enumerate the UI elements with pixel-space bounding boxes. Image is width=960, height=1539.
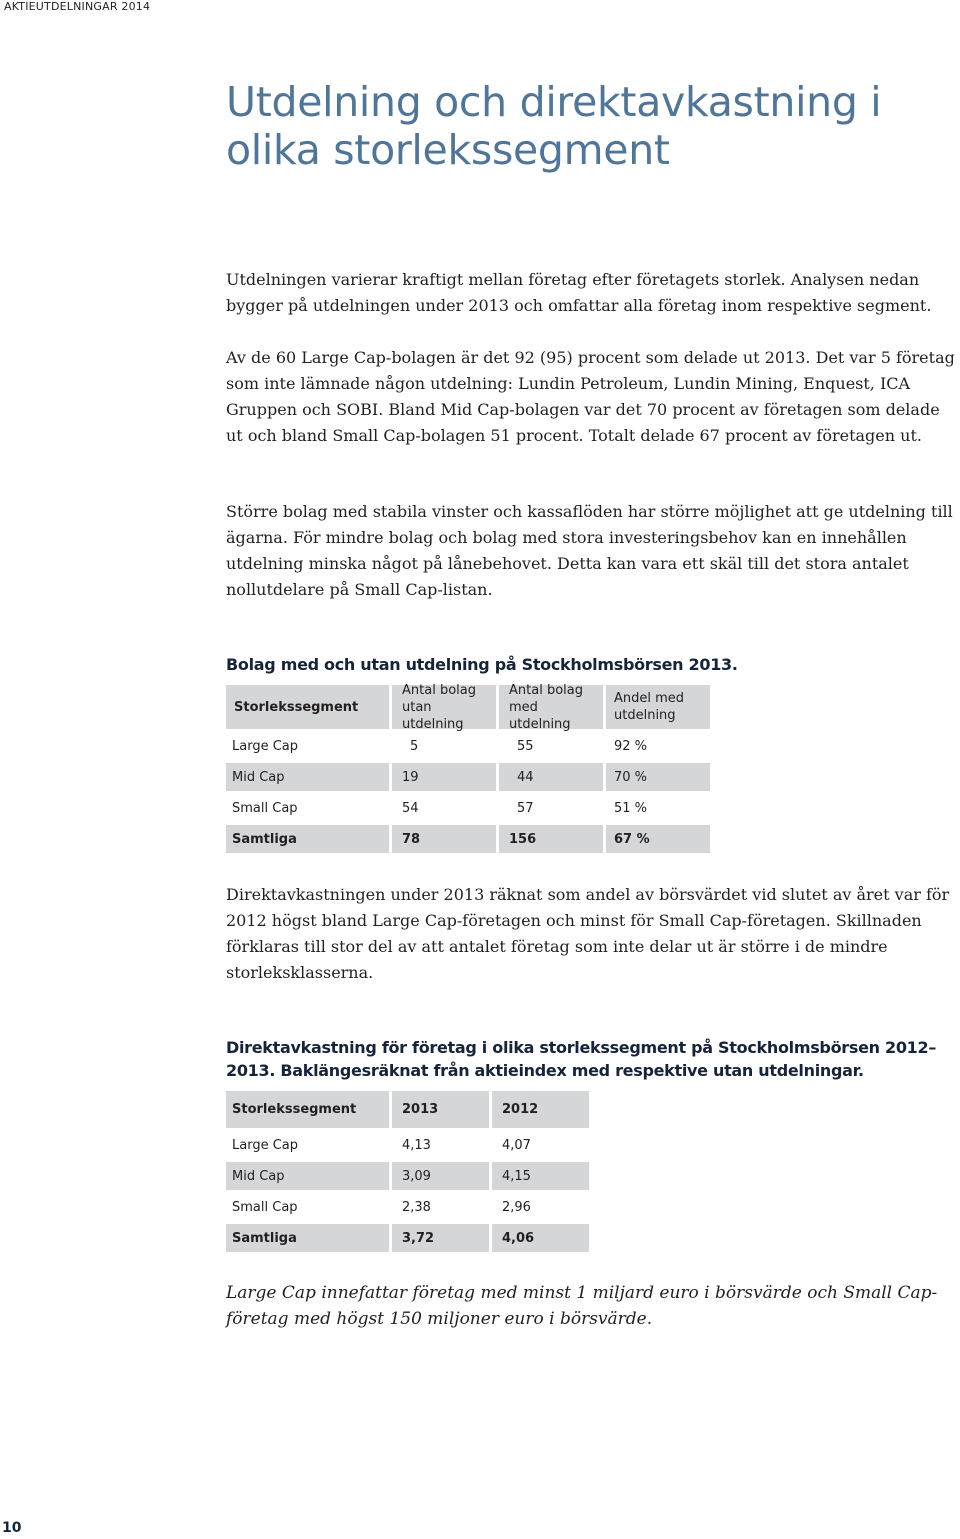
column-header-2013: 2013 (392, 1091, 489, 1128)
table-row (226, 1131, 592, 1159)
yield-2013-cell: 4,13 (402, 1137, 431, 1153)
with-dividend-cell: 44 (499, 763, 603, 791)
footnote: Large Cap innefattar företag med minst 1 miljard euro i börsvärde och Small Cap-företag med högst 150 miljoner euro i börsvärde. (226, 1283, 938, 1329)
column-header-with-dividend: Antal bolag med utdelning (499, 685, 603, 729)
table-row (226, 1162, 592, 1190)
column-header-2012: 2012 (492, 1091, 589, 1128)
column-header-without-dividend: Antal bolag utan utdelning (392, 685, 496, 729)
with-dividend-cell: 55 (517, 738, 534, 754)
table-header-row (226, 1091, 592, 1128)
share-cell: 51 % (614, 800, 648, 816)
segment-cell: Small Cap (232, 800, 298, 816)
share-cell: 70 % (606, 763, 710, 791)
yield-paragraph: Direktavkastningen under 2013 räknat som andel av börsvärdet vid slutet av året var för 2012 högst bland Large Cap-företagen och minst för Small Cap-företagen. Skillnaden förklaras till stor del av att antalet företag som inte delar ut är större i de mindre storleksklasserna. (226, 885, 950, 982)
yield-2012-cell: 4,06 (492, 1224, 589, 1252)
column-header-segment: Storlekssegment (226, 685, 389, 729)
page-number: 10 (0, 1520, 28, 1539)
table-header-row (226, 682, 713, 732)
column-header-segment: Storlekssegment (226, 1091, 389, 1128)
segment-cell: Mid Cap (226, 1162, 389, 1190)
page-title: Utdelning och direktavkastning i olika storlekssegment (226, 78, 882, 174)
with-dividend-cell: 57 (517, 800, 534, 816)
share-cell: 67 % (606, 825, 710, 853)
intro-paragraph: Utdelningen varierar kraftigt mellan företag efter företagets storlek. Analysen nedan bygger på utdelningen under 2013 och omfattar alla företag inom respektive segment. (226, 270, 932, 315)
without-dividend-cell: 54 (402, 800, 419, 816)
table-row (226, 763, 713, 791)
table-row (226, 794, 713, 822)
yield-2013-cell: 3,09 (392, 1162, 489, 1190)
yield-2013-cell: 2,38 (402, 1199, 431, 1215)
yield-2012-cell: 4,15 (492, 1162, 589, 1190)
dividend-yield-table (226, 1091, 592, 1255)
table-total-row (226, 1224, 592, 1252)
running-head: AKTIEUTDELNINGAR 2014 (4, 0, 151, 13)
table2-caption: Direktavkastning för företag i olika storlekssegment på Stockholmsbörsen 2012–2013. Baklängesräknat från aktieindex med respektive utan utdelningar. (226, 1038, 937, 1080)
segment-cell: Mid Cap (226, 763, 389, 791)
segment-cell: Samtliga (226, 1224, 389, 1252)
large-cap-paragraph: Av de 60 Large Cap-bolagen är det 92 (95) procent som delade ut 2013. Det var 5 företag som inte lämnade någon utdelning: Lundin Petroleum, Lundin Mining, Enquest, ICA Gruppen och SOBI. Bland Mid Cap-bolagen var det 70 procent av företagen som delade ut och bland Small Cap-bolagen 51 procent. Totalt delade 67 procent av företagen ut. (226, 348, 955, 445)
table1-caption: Bolag med och utan utdelning på Stockholmsbörsen 2013. (226, 655, 738, 674)
share-cell: 92 % (614, 738, 648, 754)
segment-cell: Large Cap (232, 738, 299, 754)
without-dividend-cell: 5 (410, 738, 419, 754)
table-row (226, 1193, 592, 1221)
segment-cell: Samtliga (226, 825, 389, 853)
yield-2012-cell: 4,07 (502, 1137, 531, 1153)
dividend-companies-table (226, 682, 713, 856)
without-dividend-cell: 78 (392, 825, 496, 853)
segment-cell: Large Cap (232, 1137, 299, 1153)
segment-cell: Small Cap (232, 1199, 298, 1215)
without-dividend-cell: 19 (392, 763, 496, 791)
yield-2013-cell: 3,72 (392, 1224, 489, 1252)
table-row (226, 732, 713, 760)
larger-companies-paragraph: Större bolag med stabila vinster och kassaflöden har större möjlighet att ge utdelning till ägarna. För mindre bolag och bolag med stora investeringsbehov kan en innehållen utdelning minska något på lånebehovet. Detta kan vara ett skäl till det stora antalet nollutdelare på Small Cap-listan. (226, 502, 953, 599)
yield-2012-cell: 2,96 (502, 1199, 531, 1215)
with-dividend-cell: 156 (499, 825, 603, 853)
table-total-row (226, 825, 713, 853)
column-header-share-with-dividend: Andel med utdelning (606, 685, 710, 729)
